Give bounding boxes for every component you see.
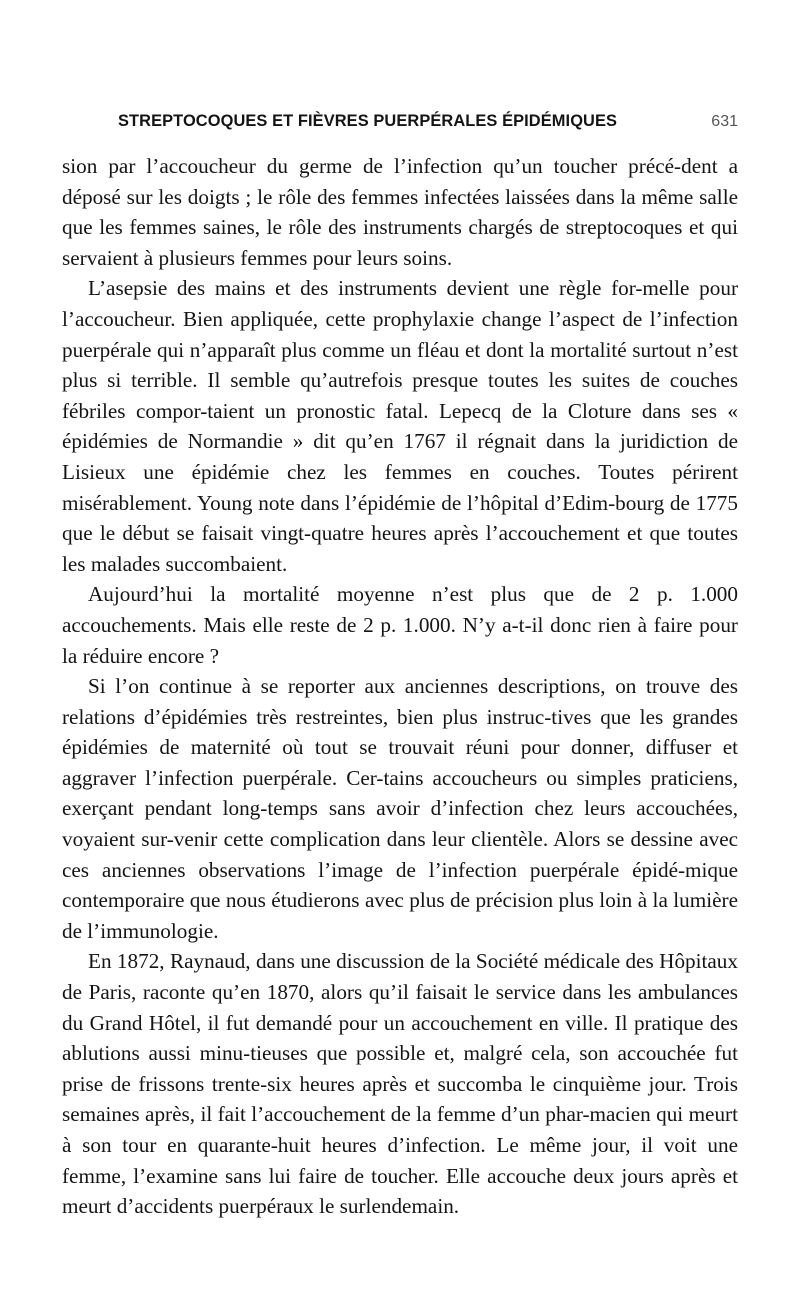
paragraph-continuation: sion par l’accoucheur du germe de l’infection qu’un toucher précé-dent a déposé sur les doigts ; le rôle des femmes infectées laissées dans la même salle que les femmes saines, le rôle des instruments chargés de streptocoques et qui servaient à plusieurs femmes pour leurs soins.	[62, 154, 738, 270]
running-title: STREPTOCOQUES ET FIÈVRES PUERPÉRALES ÉPIDÉMIQUES	[118, 112, 618, 130]
page-number: 631	[711, 113, 738, 130]
paragraph-raynaud: En 1872, Raynaud, dans une discussion de la Société médicale des Hôpitaux de Paris, raconte qu’en 1870, alors qu’il faisait le service dans les ambulances du Grand Hôtel, il fut demandé pour un accouchement en ville. Il pratique des ablutions aussi minu-tieuses que possible et, malgré cela, son accouchée fut prise de frissons trente-six heures après et succomba le cinquième jour. Trois semaines après, il fait l’accouchement de la femme d’un phar-macien qui meurt à son tour en quarante-huit heures d’infection. Le même jour, il voit une femme, l’examine sans lui faire de toucher. Elle accouche deux jours après et meurt d’accidents puerpéraux le surlendemain.	[62, 949, 738, 1219]
running-header	[62, 112, 738, 131]
book-page	[62, 112, 738, 1222]
paragraph-asepsie: L’asepsie des mains et des instruments devient une règle for-melle pour l’accoucheur. Bien appliquée, cette prophylaxie change l’aspect de l’infection puerpérale qui n’apparaît plus comme un fléau et dont la mortalité surtout n’est plus si terrible. Il semble qu’autrefois presque toutes les suites de couches fébriles compor-taient un pronostic fatal. Lepecq de la Cloture dans ses « épidémies de Normandie » dit qu’en 1767 il régnait dans la juridiction de Lisieux une épidémie chez les femmes en couches. Toutes périrent misérablement. Young note dans l’épidémie de l’hôpital d’Edim-bourg de 1775 que le début se faisait vingt-quatre heures après l’accouchement et que toutes les malades succombaient.	[62, 276, 738, 576]
paragraph-descriptions: Si l’on continue à se reporter aux anciennes descriptions, on trouve des relations d’épidémies très restreintes, bien plus instruc-tives que les grandes épidémies de maternité où tout se trouvait réuni pour donner, diffuser et aggraver l’infection puerpérale. Cer-tains accoucheurs ou simples praticiens, exerçant pendant long-temps sans avoir d’infection chez leurs accouchées, voyaient sur-venir cette complication dans leur clientèle. Alors se dessine avec ces anciennes observations l’image de l’infection puerpérale épidé-mique contemporaire que nous étudierons avec plus de précision plus loin à la lumière de l’immunologie.	[62, 674, 738, 943]
paragraph-mortalite: Aujourd’hui la mortalité moyenne n’est plus que de 2 p. 1.000 accouchements. Mais elle reste de 2 p. 1.000. N’y a-t-il donc rien à faire pour la réduire encore ?	[62, 582, 738, 668]
body-text	[62, 151, 738, 1222]
